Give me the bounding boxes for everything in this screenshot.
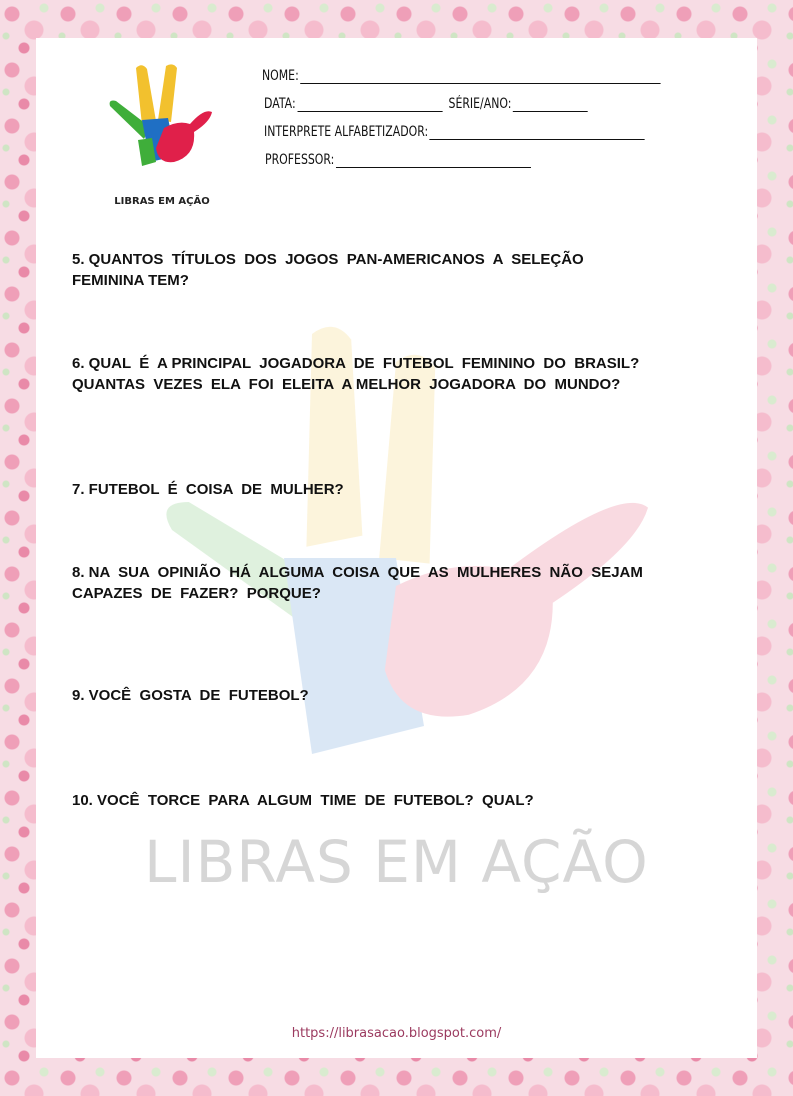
question-6-line1: 6. QUAL É A PRINCIPAL JOGADORA DE FUTEBOL FEMININO DO BRASIL? — [72, 355, 640, 372]
question-8 — [72, 562, 672, 604]
question-7 — [72, 479, 672, 500]
nome-field — [262, 68, 661, 84]
question-6-line2: QUANTAS VEZES ELA FOI ELEITA A MELHOR JOGADORA DO MUNDO? — [72, 376, 621, 393]
question-8-line2: CAPAZES DE FAZER? PORQUE? — [72, 585, 321, 602]
serie-blank[interactable] — [513, 97, 588, 112]
interprete-label: INTERPRETE ALFABETIZADOR: — [264, 124, 429, 140]
question-9 — [72, 685, 672, 706]
nome-blank[interactable] — [300, 69, 660, 84]
professor-label: PROFESSOR: — [265, 152, 335, 168]
data-blank[interactable] — [297, 97, 442, 112]
data-field — [264, 96, 588, 112]
data-label: DATA: — [264, 96, 296, 112]
logo-caption: LIBRAS EM AÇÃO — [114, 196, 210, 207]
blog-url-link[interactable]: https://librasacao.blogspot.com/ — [291, 1026, 502, 1041]
question-9-line1: 9. VOCÊ GOSTA DE FUTEBOL? — [72, 687, 309, 704]
serie-label: SÉRIE/ANO: — [448, 96, 512, 112]
question-8-line1: 8. NA SUA OPINIÃO HÁ ALGUMA COISA QUE AS MULHERES NÃO SEJAM — [72, 564, 643, 581]
question-10-line1: 10. VOCÊ TORCE PARA ALGUM TIME DE FUTEBOL? QUAL? — [72, 792, 534, 809]
professor-field — [265, 152, 531, 168]
logo — [106, 62, 218, 207]
worksheet-page — [36, 38, 757, 1058]
question-7-line1: 7. FUTEBOL É COISA DE MULHER? — [72, 481, 344, 498]
watermark-text: LIBRAS EM AÇÃO — [144, 828, 649, 896]
professor-blank[interactable] — [336, 153, 531, 168]
question-5-line1: 5. QUANTOS TÍTULOS DOS JOGOS PAN-AMERICANOS A SELEÇÃO — [72, 251, 584, 268]
question-5-line2: FEMININA TEM? — [72, 272, 189, 289]
nome-label: NOME: — [262, 68, 299, 84]
interprete-field — [264, 124, 645, 140]
question-6 — [72, 353, 672, 395]
interprete-blank[interactable] — [430, 125, 645, 140]
colored-hand-icon — [108, 62, 212, 170]
question-5 — [72, 249, 672, 291]
question-10 — [72, 790, 672, 811]
